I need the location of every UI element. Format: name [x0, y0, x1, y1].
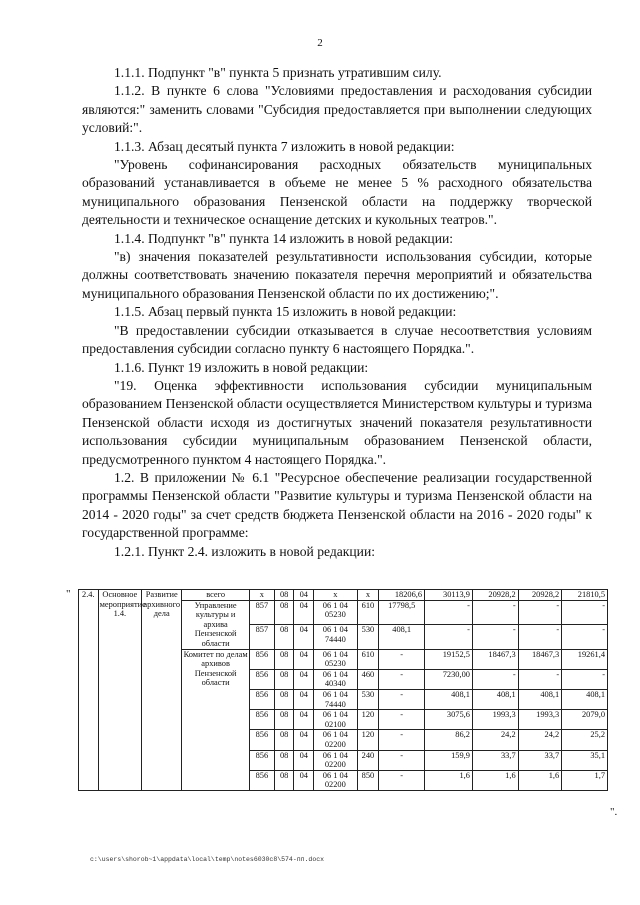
- code-cell: 530: [357, 689, 379, 709]
- resource-table-wrapper: [78, 589, 608, 791]
- value-cell: -: [425, 625, 473, 649]
- code-cell: 06 1 04 74440: [314, 625, 358, 649]
- value-cell: 33,7: [472, 750, 518, 770]
- code-cell: 857: [249, 600, 274, 624]
- value-cell: 2079,0: [562, 710, 608, 730]
- paragraph: "В предоставлении субсидии отказывается в случае несоответствия условиям предоставления субсидии согласно пункту 6 настоящего Порядка.".: [82, 322, 592, 357]
- code-cell: 856: [249, 649, 274, 669]
- value-cell: 18206,6: [379, 590, 425, 601]
- value-cell: -: [379, 730, 425, 750]
- code-cell: 08: [274, 649, 294, 669]
- value-cell: 19261,4: [562, 649, 608, 669]
- value-cell: -: [562, 600, 608, 624]
- item-name-cell: Основное мероприятие 1.4.: [98, 590, 142, 791]
- code-cell: 08: [274, 750, 294, 770]
- code-cell: 856: [249, 669, 274, 689]
- code-cell: х: [357, 590, 379, 601]
- value-cell: 24,2: [518, 730, 562, 750]
- code-cell: 06 1 04 05230: [314, 600, 358, 624]
- code-cell: 06 1 04 05230: [314, 649, 358, 669]
- recipient-cell: Комитет по делам архивов Пензенской области: [182, 649, 249, 790]
- table-open-quote: ": [66, 588, 71, 600]
- paragraph: 1.1.4. Подпункт "в" пункта 14 изложить в новой редакции:: [114, 230, 454, 246]
- code-cell: 04: [294, 600, 314, 624]
- value-cell: 3075,6: [425, 710, 473, 730]
- code-cell: 06 1 04 02200: [314, 750, 358, 770]
- code-cell: 04: [294, 625, 314, 649]
- value-cell: -: [518, 669, 562, 689]
- value-cell: 21810,5: [562, 590, 608, 601]
- table-close-quote: ".: [610, 806, 618, 818]
- value-cell: 19152,5: [425, 649, 473, 669]
- value-cell: 18467,3: [518, 649, 562, 669]
- value-cell: -: [562, 669, 608, 689]
- paragraph: 1.1.2. В пункте 6 слова "Условиями предоставления и расходования субсидии являются:" заменить словами "Субсидия предоставляется при выполнении следующих условий:".: [82, 83, 592, 136]
- item-subname-cell: Развитие архивного дела: [142, 590, 182, 791]
- paragraph: "19. Оценка эффективности использования субсидии муниципальным образованием Пензенской области осуществляется Министерством культуры и туризма Пензенской области исходя из достигнутых значений показателя результативности использования субсидии муниципальным образованием Пензенской области, предусмотренного пунктом 4 настоящего Порядка.".: [82, 377, 592, 467]
- value-cell: -: [562, 625, 608, 649]
- value-cell: 1,6: [472, 770, 518, 790]
- paragraph: "Уровень софинансирования расходных обязательств муниципальных образований устанавливается в объеме не менее 5 % расходного обязательства муниципального образования Пензенской области на поддержку творческой деятельности и техническое оснащение детских и кукольных театров.".: [82, 157, 592, 228]
- value-cell: 35,1: [562, 750, 608, 770]
- code-cell: 06 1 04 02100: [314, 710, 358, 730]
- code-cell: 856: [249, 730, 274, 750]
- code-cell: 856: [249, 750, 274, 770]
- code-cell: 530: [357, 625, 379, 649]
- code-cell: 857: [249, 625, 274, 649]
- code-cell: 850: [357, 770, 379, 790]
- code-cell: 120: [357, 730, 379, 750]
- value-cell: 159,9: [425, 750, 473, 770]
- footer-file-path: c:\users\shorob~1\appdata\local\temp\notes6030c8\574-пп.docx: [90, 856, 325, 863]
- recipient-cell: Управление культуры и архива Пензенской области: [182, 600, 249, 649]
- page-number: 2: [317, 37, 323, 49]
- paragraph: "в) значения показателей результативности использования субсидии, которые должны соответствовать значению показателя перечня мероприятий и обязательства муниципального образования Пензенской области по их достижению;".: [82, 249, 592, 301]
- code-cell: 120: [357, 710, 379, 730]
- value-cell: 17798,5: [379, 600, 425, 624]
- code-cell: 04: [294, 590, 314, 601]
- code-cell: 04: [294, 649, 314, 669]
- value-cell: -: [379, 750, 425, 770]
- code-cell: 240: [357, 750, 379, 770]
- paragraph: 1.2.1. Пункт 2.4. изложить в новой редакции:: [114, 543, 376, 559]
- value-cell: 1,6: [425, 770, 473, 790]
- code-cell: 04: [294, 730, 314, 750]
- value-cell: 1,7: [562, 770, 608, 790]
- code-cell: 04: [294, 750, 314, 770]
- code-cell: х: [249, 590, 274, 601]
- code-cell: 08: [274, 710, 294, 730]
- value-cell: 86,2: [425, 730, 473, 750]
- paragraph: 1.1.6. Пункт 19 изложить в новой редакции:: [114, 359, 369, 375]
- code-cell: 04: [294, 770, 314, 790]
- code-cell: 460: [357, 669, 379, 689]
- code-cell: 06 1 04 40340: [314, 669, 358, 689]
- value-cell: -: [379, 669, 425, 689]
- value-cell: 24,2: [472, 730, 518, 750]
- resource-table: [78, 589, 608, 791]
- code-cell: 04: [294, 689, 314, 709]
- value-cell: 30113,9: [425, 590, 473, 601]
- value-cell: -: [425, 600, 473, 624]
- value-cell: 1,6: [518, 770, 562, 790]
- code-cell: 856: [249, 770, 274, 790]
- total-label-cell: всего: [182, 590, 249, 601]
- value-cell: -: [379, 649, 425, 669]
- value-cell: 33,7: [518, 750, 562, 770]
- value-cell: -: [379, 710, 425, 730]
- value-cell: 408,1: [562, 689, 608, 709]
- value-cell: 18467,3: [472, 649, 518, 669]
- paragraph: 1.1.3. Абзац десятый пункта 7 изложить в новой редакции:: [114, 138, 455, 154]
- value-cell: 408,1: [425, 689, 473, 709]
- code-cell: х: [314, 590, 358, 601]
- table-row: [79, 590, 608, 601]
- value-cell: -: [472, 669, 518, 689]
- code-cell: 06 1 04 02200: [314, 770, 358, 790]
- value-cell: 7230,00: [425, 669, 473, 689]
- code-cell: 08: [274, 770, 294, 790]
- paragraph: 1.2. В приложении № 6.1 "Ресурсное обеспечение реализации государственной программы Пензенской области "Развитие культуры и туризма Пензенской области на 2014 - 2020 годы" за счет средств бюджета Пензенской области на 2016 - 2020 годы" к государственной программе:: [82, 469, 592, 541]
- code-cell: 08: [274, 625, 294, 649]
- value-cell: 1993,3: [472, 710, 518, 730]
- value-cell: -: [518, 625, 562, 649]
- document-body: [82, 64, 592, 561]
- value-cell: -: [379, 770, 425, 790]
- code-cell: 856: [249, 710, 274, 730]
- code-cell: 08: [274, 730, 294, 750]
- code-cell: 04: [294, 710, 314, 730]
- code-cell: 08: [274, 600, 294, 624]
- paragraph: 1.1.1. Подпункт "в" пункта 5 признать утратившим силу.: [114, 65, 442, 80]
- value-cell: 20928,2: [518, 590, 562, 601]
- value-cell: 1993,3: [518, 710, 562, 730]
- value-cell: 20928,2: [472, 590, 518, 601]
- code-cell: 610: [357, 649, 379, 669]
- value-cell: -: [472, 600, 518, 624]
- code-cell: 610: [357, 600, 379, 624]
- value-cell: -: [472, 625, 518, 649]
- code-cell: 04: [294, 669, 314, 689]
- code-cell: 08: [274, 590, 294, 601]
- value-cell: 408,1: [379, 625, 425, 649]
- code-cell: 06 1 04 02200: [314, 730, 358, 750]
- value-cell: -: [518, 600, 562, 624]
- code-cell: 856: [249, 689, 274, 709]
- value-cell: 408,1: [472, 689, 518, 709]
- code-cell: 06 1 04 74440: [314, 689, 358, 709]
- paragraph: 1.1.5. Абзац первый пункта 15 изложить в новой редакции:: [114, 304, 457, 320]
- value-cell: -: [379, 689, 425, 709]
- value-cell: 408,1: [518, 689, 562, 709]
- item-number-cell: 2.4.: [79, 590, 99, 791]
- value-cell: 25,2: [562, 730, 608, 750]
- code-cell: 08: [274, 669, 294, 689]
- code-cell: 08: [274, 689, 294, 709]
